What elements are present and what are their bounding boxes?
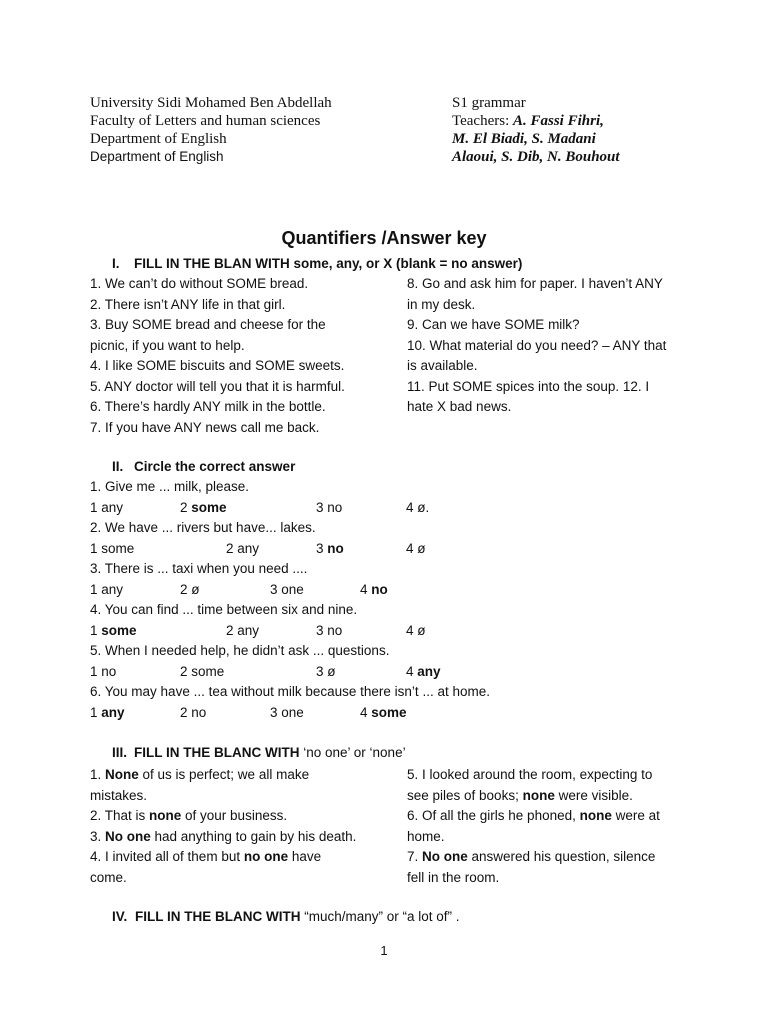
list-item: 5. ANY doctor will tell you that it is harmful. — [90, 378, 345, 394]
answer-option: 4 any — [406, 663, 441, 679]
page-number: 1 — [380, 943, 388, 958]
answer-option: 3 one — [270, 581, 304, 597]
faculty-name: Faculty of Letters and human sciences — [90, 113, 321, 129]
section-3-heading: III. FILL IN THE BLANC WITH ‘no one’ or ‘none’ — [112, 745, 406, 760]
section-3-right-column — [407, 765, 660, 888]
list-item: 11. Put SOME spices into the soup. 12. I — [407, 378, 650, 394]
section-2-heading: II. Circle the correct answer — [112, 459, 296, 474]
answer-options-row — [90, 500, 690, 520]
answer-option: 2 no — [180, 704, 207, 720]
answer-option: 3 no — [316, 499, 343, 515]
list-item: 2. That is none of your business. — [90, 808, 288, 823]
list-item: 1. We can’t do without SOME bread. — [90, 276, 309, 291]
answer-option: 2 some — [180, 663, 225, 679]
answer-options-row — [90, 582, 690, 602]
answer-option: 4 some — [360, 704, 407, 720]
list-item: see piles of books; none were visible. — [407, 787, 633, 803]
answer-option: 1 some — [90, 622, 137, 638]
answer-option: 1 any — [90, 499, 124, 515]
university-name: University Sidi Mohamed Ben Abdellah — [90, 95, 332, 111]
department-name: Department of English — [90, 131, 227, 147]
list-item: in my desk. — [407, 296, 476, 312]
answer-option: 2 ø — [180, 581, 200, 597]
list-item: fell in the room. — [407, 869, 500, 885]
list-item: 3. No one had anything to gain by his death. — [90, 828, 357, 844]
answer-option: 1 some — [90, 540, 135, 556]
list-item: 7. No one answered his question, silence — [407, 849, 656, 864]
section-3-left-column — [90, 765, 356, 888]
answer-options-row — [90, 664, 690, 684]
list-item: is available. — [407, 358, 478, 373]
teachers-line-2: M. El Biadi, S. Madani — [452, 131, 596, 147]
page-title: Quantifiers /Answer key — [281, 228, 487, 248]
list-item: 4. I like SOME biscuits and SOME sweets. — [90, 358, 345, 373]
list-item: 7. If you have ANY news call me back. — [90, 419, 320, 435]
answer-option: 4 ø. — [406, 499, 430, 515]
question-text: 1. Give me ... milk, please. — [90, 479, 250, 494]
list-item: 10. What material do you need? – ANY that — [407, 337, 667, 353]
institution-block — [90, 94, 332, 166]
list-item: 4. I invited all of them but no one have — [90, 849, 322, 864]
list-item: 5. I looked around the room, expecting to — [407, 767, 653, 782]
answer-option: 3 ø — [316, 663, 336, 679]
answer-options-row — [90, 541, 690, 561]
answer-option: 1 any — [90, 704, 125, 720]
answer-option: 3 no — [316, 540, 344, 556]
answer-option: 2 some — [180, 499, 227, 515]
question-text: 5. When I needed help, he didn’t ask ... questions. — [90, 643, 390, 658]
answer-options-row — [90, 705, 690, 725]
list-item: come. — [90, 869, 127, 885]
section-1-heading: I. FILL IN THE BLAN WITH some, any, or X (blank = no answer) — [112, 256, 523, 271]
question-text: 4. You can find ... time between six and nine. — [90, 602, 358, 617]
section-1-left-column — [90, 274, 345, 438]
list-item: 6. There’s hardly ANY milk in the bottle. — [90, 399, 326, 414]
list-item: 2. There isn’t ANY life in that girl. — [90, 296, 286, 312]
department-name-repeat: Department of English — [90, 149, 224, 164]
list-item: 9. Can we have SOME milk? — [407, 317, 580, 332]
list-item: 1. None of us is perfect; we all make — [90, 767, 310, 782]
answer-option: 3 no — [316, 622, 343, 638]
answer-option: 4 ø — [406, 622, 426, 638]
list-item: mistakes. — [90, 787, 148, 803]
answer-option: 3 one — [270, 704, 304, 720]
answer-option: 1 any — [90, 581, 124, 597]
teachers-line-3: Alaoui, S. Dib, N. Bouhout — [452, 149, 620, 165]
question-text: 6. You may have ... tea without milk because there isn’t ... at home. — [90, 684, 490, 699]
answer-option: 2 any — [226, 622, 260, 638]
list-item: home. — [407, 828, 445, 844]
list-item: 8. Go and ask him for paper. I haven’t ANY — [407, 276, 663, 291]
answer-option: 4 no — [360, 581, 388, 597]
list-item: hate X bad news. — [407, 399, 512, 414]
answer-option: 1 no — [90, 663, 117, 679]
list-item: picnic, if you want to help. — [90, 337, 245, 353]
question-text: 3. There is ... taxi when you need .... — [90, 561, 308, 576]
course-block — [452, 94, 620, 166]
list-item: 6. Of all the girls he phoned, none were at — [407, 808, 660, 823]
section-4-heading: IV. FILL IN THE BLANC WITH “much/many” or “a lot of” . — [112, 909, 460, 924]
answer-option: 4 ø — [406, 540, 426, 556]
teachers-line-1: Teachers: A. Fassi Fihri, — [452, 113, 604, 129]
list-item: 3. Buy SOME bread and cheese for the — [90, 317, 326, 332]
answer-option: 2 any — [226, 540, 260, 556]
answer-options-row — [90, 623, 690, 643]
course-name: S1 grammar — [452, 95, 526, 111]
section-1-right-column — [407, 274, 666, 418]
question-text: 2. We have ... rivers but have... lakes. — [90, 520, 316, 535]
